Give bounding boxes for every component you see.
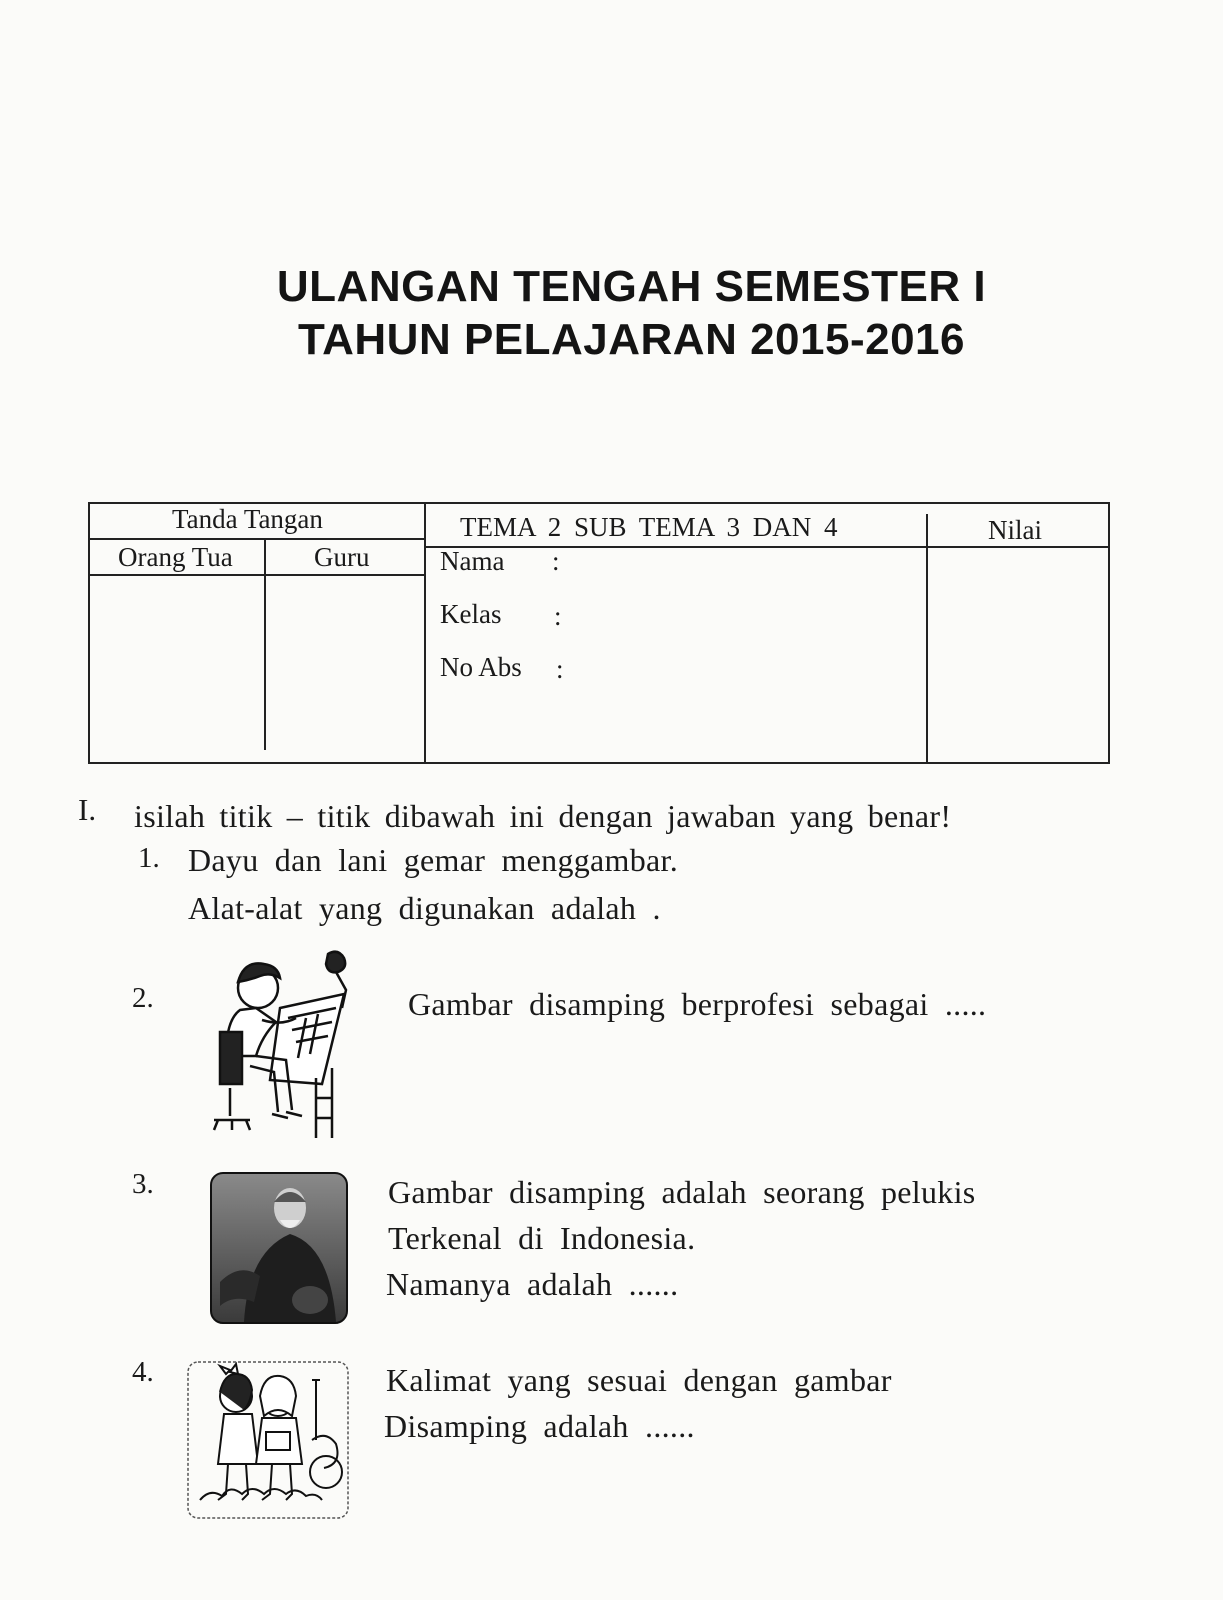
parent-signature-label: Orang Tua	[118, 542, 233, 572]
question-number: 2.	[132, 982, 154, 1014]
absence-field-colon: :	[556, 654, 564, 684]
question-line: Namanya adalah ......	[386, 1266, 679, 1302]
painter-portrait-image	[210, 1172, 348, 1324]
section-instruction: isilah titik – titik dibawah ini dengan jawaban yang benar!	[134, 798, 952, 834]
score-header: Nilai	[988, 515, 1042, 545]
table-divider	[926, 546, 1110, 548]
table-divider	[88, 538, 424, 540]
question-line: Alat-alat yang digunakan adalah .	[188, 890, 661, 926]
section-number: I.	[78, 792, 97, 827]
question-line: Dayu dan lani gemar menggambar.	[188, 842, 679, 878]
absence-field-label: No Abs	[440, 652, 522, 682]
architect-drawing-image	[210, 948, 360, 1140]
question-number: 3.	[132, 1168, 154, 1200]
class-field-colon: :	[554, 601, 562, 631]
table-divider	[88, 574, 424, 576]
table-divider	[424, 502, 426, 764]
question-number: 1.	[138, 842, 160, 874]
question-number: 4.	[132, 1356, 154, 1388]
question-line: Kalimat yang sesuai dengan gambar	[386, 1362, 892, 1398]
school-year-title: TAHUN PELAJARAN 2015-2016	[298, 315, 965, 364]
exam-title: ULANGAN TENGAH SEMESTER I	[276, 262, 987, 311]
class-field-label: Kelas	[440, 599, 502, 629]
table-divider	[264, 538, 266, 750]
signature-header: Tanda Tangan	[172, 504, 323, 534]
question-line: Gambar disamping berprofesi sebagai .....	[408, 986, 987, 1022]
table-divider	[926, 514, 928, 764]
children-reading-image	[186, 1360, 350, 1520]
question-line: Terkenal di Indonesia.	[388, 1220, 696, 1256]
theme-header: TEMA 2 SUB TEMA 3 DAN 4	[460, 512, 838, 542]
teacher-signature-label: Guru	[314, 542, 370, 572]
question-line: Disamping adalah ......	[384, 1408, 695, 1444]
name-field-colon: :	[552, 546, 560, 576]
question-line: Gambar disamping adalah seorang pelukis	[388, 1174, 976, 1210]
name-field-label: Nama	[440, 546, 505, 576]
